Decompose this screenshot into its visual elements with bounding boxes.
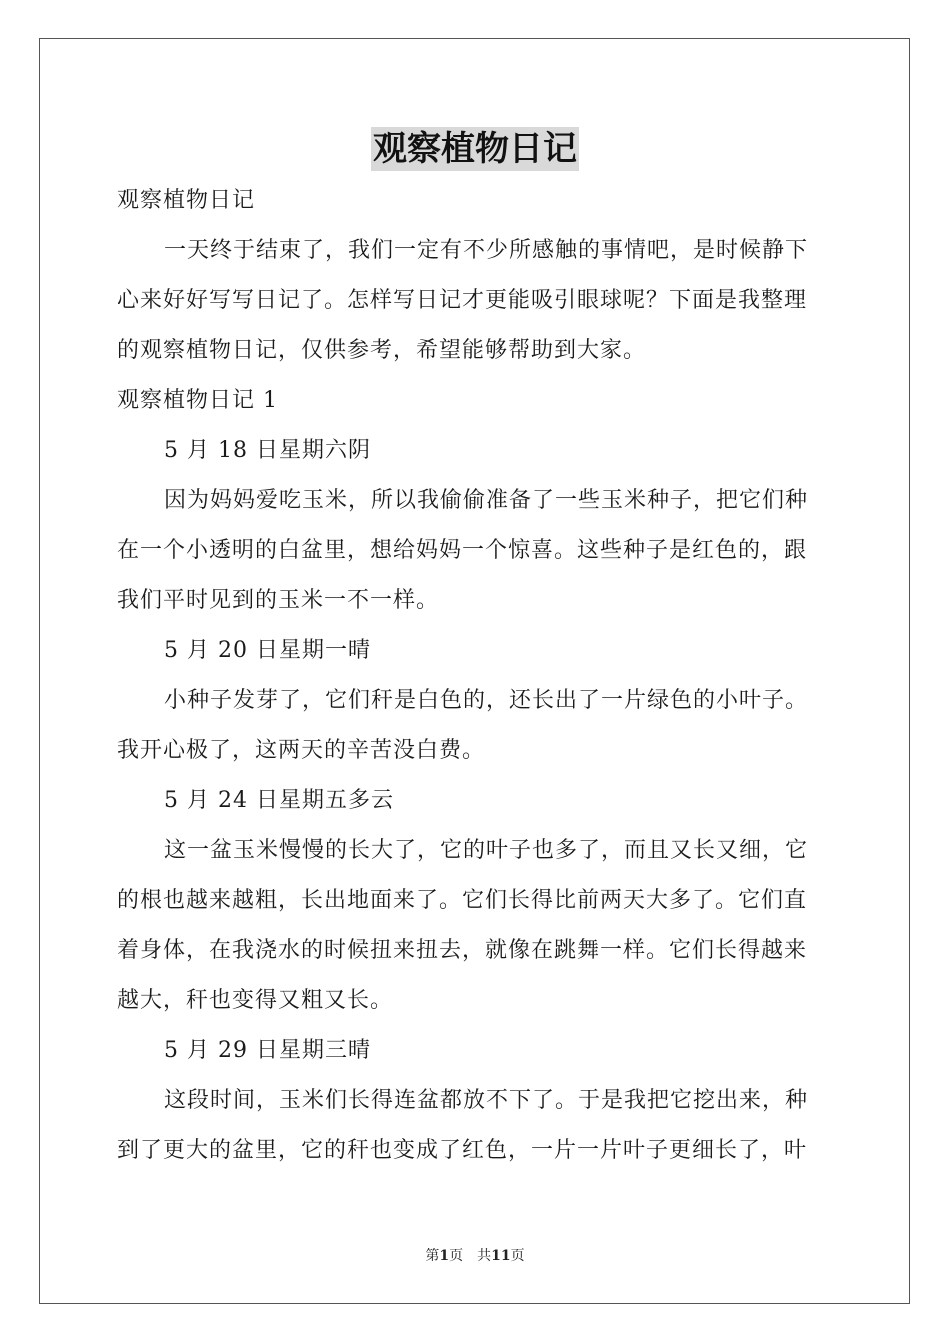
body-line: 到了更大的盆里，它的秆也变成了红色，一片一片叶子更细长了，叶	[117, 1138, 808, 1163]
diary-date: 5 月 18 日星期六阴	[164, 438, 371, 463]
footer-total-prefix: 共	[477, 1248, 492, 1264]
body-line: 我们平时见到的玉米一不一样。	[117, 588, 440, 613]
body-line: 一天终于结束了，我们一定有不少所感触的事情吧，是时候静下	[164, 238, 809, 263]
diary-date: 5 月 20 日星期一晴	[164, 638, 371, 663]
footer-page-suffix: 页	[449, 1248, 464, 1264]
page-footer	[0, 1244, 950, 1268]
body-line: 着身体，在我浇水的时候扭来扭去，就像在跳舞一样。它们长得越来	[117, 938, 808, 963]
body-line: 越大，秆也变得又粗又长。	[117, 988, 394, 1013]
body-line: 这一盆玉米慢慢的长大了，它的叶子也多了，而且又长又细，它	[164, 838, 809, 863]
body-line: 我开心极了，这两天的辛苦没白费。	[117, 738, 486, 763]
footer-total-pages: 11	[491, 1248, 511, 1264]
diary-date: 5 月 29 日星期三晴	[164, 1038, 371, 1063]
body-line: 因为妈妈爱吃玉米，所以我偷偷准备了一些玉米种子，把它们种	[164, 488, 809, 513]
body-line: 这段时间，玉米们长得连盆都放不下了。于是我把它挖出来，种	[164, 1088, 809, 1113]
title-container	[0, 127, 950, 171]
section-heading: 观察植物日记 1	[117, 388, 278, 413]
body-line: 心来好好写写日记了。怎样写日记才更能吸引眼球呢？下面是我整理	[117, 288, 808, 313]
document-body	[117, 176, 835, 1176]
footer-total-suffix: 页	[510, 1248, 525, 1264]
body-line: 观察植物日记	[117, 188, 256, 213]
body-line: 的观察植物日记，仅供参考，希望能够帮助到大家。	[117, 338, 647, 363]
body-line: 小种子发芽了，它们秆是白色的，还长出了一片绿色的小叶子。	[164, 688, 809, 713]
body-line: 在一个小透明的白盆里，想给妈妈一个惊喜。这些种子是红色的，跟	[117, 538, 808, 563]
document-title: 观察植物日记	[373, 129, 577, 169]
footer-page-number: 1	[439, 1248, 450, 1264]
footer-prefix: 第	[425, 1248, 440, 1264]
diary-date: 5 月 24 日星期五多云	[164, 788, 394, 813]
body-line: 的根也越来越粗，长出地面来了。它们长得比前两天大多了。它们直	[117, 888, 808, 913]
